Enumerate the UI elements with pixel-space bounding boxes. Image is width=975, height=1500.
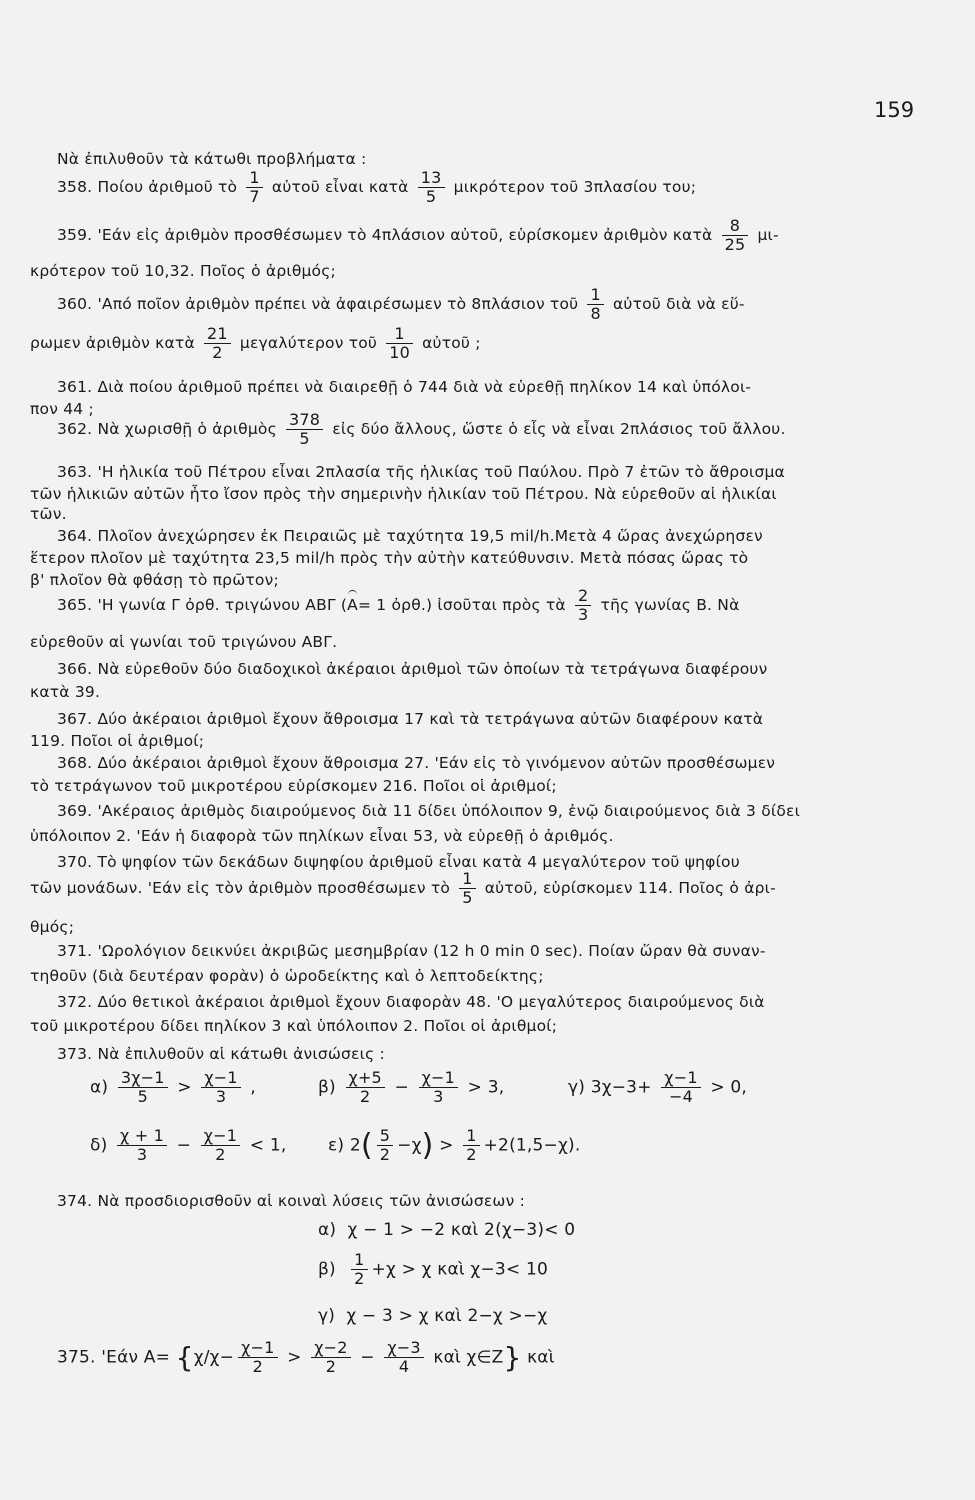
system-b bbox=[318, 1252, 548, 1287]
numerator: 1 bbox=[459, 871, 475, 889]
text-run: β) bbox=[318, 1077, 336, 1098]
problem-359 bbox=[57, 218, 779, 253]
problem-368: 368. Δύο ἀκέραιοι ἀριθμοὶ ἔχουν ἄθροισμα 27. 'Εάν εἰς τὸ γινόμενον αὐτῶν προσθέσωμεν bbox=[57, 754, 776, 772]
numerator: χ−1 bbox=[201, 1128, 240, 1146]
fraction bbox=[419, 1070, 458, 1105]
denominator: 2 bbox=[379, 1145, 391, 1164]
text-run: 360. 'Από ποῖον ἀριθμὸν πρέπει νὰ ἀφαιρέσωμεν τὸ 8πλάσιον τοῦ bbox=[57, 295, 579, 313]
system-a bbox=[318, 1220, 575, 1240]
text-run: 3χ−3+ bbox=[590, 1077, 652, 1098]
numerator: χ−3 bbox=[384, 1340, 423, 1358]
text-run: α) bbox=[90, 1077, 109, 1098]
denominator: 4 bbox=[398, 1357, 410, 1376]
denominator: 10 bbox=[389, 343, 410, 362]
text-run: μικρότερον τοῦ 3πλασίου του; bbox=[453, 178, 697, 196]
fraction bbox=[201, 1128, 240, 1163]
page-number: 159 bbox=[874, 98, 915, 122]
problem-361-line2: πον 44 ; bbox=[30, 400, 94, 418]
numerator: 8 bbox=[722, 218, 749, 236]
text-run: αὐτοῦ διὰ νὰ εὕ- bbox=[613, 295, 745, 313]
fraction bbox=[346, 1070, 385, 1105]
problem-367: 367. Δύο ἀκέραιοι ἀριθμοὶ ἔχουν ἄθροισμα 17 καὶ τὰ τετράγωνα αὐτῶν διαφέρουν κατὰ bbox=[57, 710, 764, 728]
numerator: χ−1 bbox=[661, 1070, 700, 1088]
fraction bbox=[286, 412, 323, 447]
text-run: τῶν μονάδων. 'Εάν εἰς τὸν ἀριθμὸν προσθέσωμεν τὸ bbox=[30, 879, 451, 897]
angle-arc: Α bbox=[347, 596, 358, 614]
problem-366: 366. Νὰ εὑρεθοῦν δύο διαδοχικοὶ ἀκέραιοι ἀριθμοὶ τῶν ὁποίων τὰ τετράγωνα διαφέρουν bbox=[57, 660, 768, 678]
problem-371-line2: τηθοῦν (διὰ δευτέραν φορὰν) ὁ ὡροδείκτης καὶ ὁ λεπτοδείκτης; bbox=[30, 967, 544, 985]
text-run: χ/χ− bbox=[193, 1347, 235, 1368]
problem-365 bbox=[57, 588, 740, 623]
problem-370-line3: θμός; bbox=[30, 918, 75, 936]
text-run: αὐτοῦ ; bbox=[422, 334, 481, 352]
fraction bbox=[459, 871, 475, 906]
text-run: μεγαλύτερον τοῦ bbox=[239, 334, 378, 352]
denominator: 2 bbox=[360, 1087, 371, 1106]
problem-373-title: 373. Νὰ ἐπιλυθοῦν αἱ κάτωθι ἀνισώσεις : bbox=[57, 1045, 385, 1063]
denominator: 3 bbox=[215, 1087, 227, 1106]
problem-367-line2: 119. Ποῖοι οἱ ἀριθμοί; bbox=[30, 732, 205, 750]
fraction bbox=[587, 287, 603, 322]
problem-372-line2: τοῦ μικροτέρου δίδει πηλίκον 3 καὶ ὑπόλοιπον 2. Ποῖοι οἱ ἀριθμοί; bbox=[30, 1017, 558, 1035]
fraction bbox=[418, 170, 445, 205]
problem-375 bbox=[57, 1340, 555, 1375]
text-run: = 1 ὀρθ.) ἰσοῦται πρὸς τὰ bbox=[357, 596, 566, 614]
problem-366-line2: κατὰ 39. bbox=[30, 683, 101, 701]
denominator: 5 bbox=[299, 429, 310, 448]
inequality-c bbox=[568, 1070, 747, 1105]
text-run: − bbox=[176, 1135, 192, 1156]
denominator: 3 bbox=[136, 1145, 148, 1164]
text-run: α) bbox=[318, 1220, 337, 1240]
numerator: 13 bbox=[418, 170, 445, 188]
text-run: τῆς γωνίας Β. Νὰ bbox=[600, 596, 740, 614]
numerator: 1 bbox=[463, 1128, 479, 1146]
denominator: 2 bbox=[212, 343, 223, 362]
numerator: χ−1 bbox=[238, 1340, 277, 1358]
fraction bbox=[201, 1070, 240, 1105]
denominator: 2 bbox=[252, 1357, 264, 1376]
text-run: ρωμεν ἀριθμὸν κατὰ bbox=[30, 334, 195, 352]
fraction bbox=[118, 1070, 168, 1105]
denominator: −4 bbox=[668, 1087, 693, 1106]
fraction bbox=[238, 1340, 277, 1375]
problem-358 bbox=[57, 170, 696, 205]
fraction bbox=[204, 326, 231, 361]
text-run: +χ > χ καὶ χ−3< 10 bbox=[371, 1259, 548, 1280]
text-run: { bbox=[175, 1341, 194, 1374]
text-run: − bbox=[360, 1347, 375, 1368]
numerator: χ−1 bbox=[201, 1070, 240, 1088]
text-run: +2(1,5−χ). bbox=[483, 1135, 581, 1156]
text-run: > 0, bbox=[710, 1077, 747, 1098]
numerator: 1 bbox=[587, 287, 603, 305]
fraction bbox=[377, 1128, 393, 1163]
text-run: ε) bbox=[328, 1135, 345, 1156]
text-run: ( bbox=[360, 1128, 373, 1163]
text-run: εἰς δύο ἄλλους, ὥστε ὁ εἷς νὰ εἶναι 2πλάσιος τοῦ ἄλλου. bbox=[332, 420, 786, 438]
text-run: −χ bbox=[397, 1135, 422, 1156]
fraction bbox=[575, 588, 591, 623]
denominator: 2 bbox=[215, 1145, 226, 1164]
fraction bbox=[661, 1070, 700, 1105]
problem-359-line2: κρότερον τοῦ 10,32. Ποῖος ὁ ἀριθμός; bbox=[30, 262, 336, 280]
problem-374-title: 374. Νὰ προσδιορισθοῦν αἱ κοιναὶ λύσεις τῶν ἀνισώσεων : bbox=[57, 1192, 526, 1210]
fraction bbox=[351, 1252, 367, 1287]
text-run: 375. 'Εάν Α= bbox=[57, 1347, 171, 1368]
denominator: 5 bbox=[425, 187, 437, 206]
inequality-a bbox=[90, 1070, 256, 1105]
problem-360-line2 bbox=[30, 326, 481, 361]
text-run: 362. Νὰ χωρισθῇ ὁ ἀριθμὸς bbox=[57, 420, 277, 438]
inequality-d bbox=[90, 1128, 286, 1163]
text-run: − bbox=[394, 1077, 409, 1098]
fraction bbox=[384, 1340, 423, 1375]
problem-369-line2: ὑπόλοιπον 2. 'Εάν ἡ διαφορὰ τῶν πηλίκων εἶναι 53, νὰ εὑρεθῇ ὁ ἀριθμός. bbox=[30, 827, 614, 845]
problem-370: 370. Τὸ ψηφίον τῶν δεκάδων διψηφίου ἀριθμοῦ εἶναι κατὰ 4 μεγαλύτερον τοῦ ψηφίου bbox=[57, 853, 740, 871]
text-run: 2 bbox=[349, 1135, 361, 1156]
numerator: 1 bbox=[351, 1252, 367, 1270]
problem-361: 361. Διὰ ποίου ἀριθμοῦ πρέπει νὰ διαιρεθῇ ὁ 744 διὰ νὰ εὑρεθῇ πηλίκον 14 καὶ ὑπόλοι- bbox=[57, 378, 752, 396]
problem-364: 364. Πλοῖον ἀνεχώρησεν ἐκ Πειραιῶς μὲ ταχύτητα 19,5 mil/h.Μετὰ 4 ὥρας ἀνεχώρησεν bbox=[57, 527, 763, 545]
denominator: 25 bbox=[724, 235, 746, 254]
text-run: γ) bbox=[318, 1306, 336, 1326]
numerator: 1 bbox=[246, 170, 262, 188]
text-run: γ) bbox=[568, 1077, 586, 1098]
text-run: ) bbox=[421, 1128, 434, 1163]
numerator: 3χ−1 bbox=[118, 1070, 168, 1088]
text-run: χ − 1 > −2 καὶ 2(χ−3)< 0 bbox=[347, 1220, 576, 1240]
text-run: β) bbox=[318, 1259, 336, 1280]
fraction bbox=[386, 326, 413, 361]
numerator: 378 bbox=[286, 412, 323, 430]
numerator: 21 bbox=[204, 326, 231, 344]
problem-364-line2: ἕτερον πλοῖον μὲ ταχύτητα 23,5 mil/h πρὸς τὴν αὐτὴν κατεύθυνσιν. Μετὰ πόσας ὥρας τὸ bbox=[30, 549, 749, 567]
text-run: χ − 3 > χ καὶ 2−χ >−χ bbox=[346, 1306, 548, 1326]
numerator: χ−1 bbox=[419, 1070, 458, 1088]
text-run: > bbox=[439, 1135, 454, 1156]
text-run: > 3, bbox=[467, 1077, 505, 1098]
text-run: , bbox=[250, 1077, 256, 1098]
problem-370-line2 bbox=[30, 871, 776, 906]
problem-363-line3: τῶν. bbox=[30, 505, 67, 523]
text-run: 365. 'Η γωνία Γ ὀρθ. τριγώνου ΑΒΓ ( bbox=[57, 596, 348, 614]
inequality-e bbox=[328, 1128, 580, 1163]
text-run: > bbox=[177, 1077, 192, 1098]
problem-368-line2: τὸ τετράγωνον τοῦ μικροτέρου εὑρίσκομεν 216. Ποῖοι οἱ ἀριθμοί; bbox=[30, 777, 557, 795]
problem-369: 369. 'Ακέραιος ἀριθμὸς διαιρούμενος διὰ 11 δίδει ὑπόλοιπον 9, ἐνῷ διαιρούμενος διὰ 3 δίδει bbox=[57, 802, 801, 820]
problem-372: 372. Δύο θετικοὶ ἀκέραιοι ἀριθμοὶ ἔχουν διαφορὰν 48. 'Ο μεγαλύτερος διαιρούμενος διὰ bbox=[57, 993, 765, 1011]
denominator: 7 bbox=[249, 187, 260, 206]
fraction bbox=[311, 1340, 350, 1375]
numerator: 1 bbox=[386, 326, 413, 344]
fraction bbox=[722, 218, 749, 253]
text-run: καὶ bbox=[527, 1347, 555, 1368]
numerator: χ+5 bbox=[346, 1070, 385, 1088]
problem-360 bbox=[57, 287, 745, 322]
denominator: 5 bbox=[137, 1087, 148, 1106]
text-run: αὐτοῦ, εὑρίσκομεν 114. Ποῖος ὁ ἀρι- bbox=[484, 879, 776, 897]
denominator: 3 bbox=[578, 605, 589, 624]
fraction bbox=[463, 1128, 479, 1163]
intro-text: Νὰ ἐπιλυθοῦν τὰ κάτωθι προβλήματα : bbox=[57, 150, 367, 168]
denominator: 2 bbox=[354, 1269, 365, 1288]
problem-371: 371. 'Ωρολόγιον δεικνύει ἀκριβῶς μεσημβρίαν (12 h 0 min 0 sec). Ποίαν ὥραν θὰ συναν- bbox=[57, 942, 766, 960]
numerator: χ−2 bbox=[311, 1340, 350, 1358]
numerator: 2 bbox=[575, 588, 591, 606]
problem-363: 363. 'Η ἡλικία τοῦ Πέτρου εἶναι 2πλασία τῆς ἡλικίας τοῦ Παύλου. Πρὸ 7 ἐτῶν τὸ ἄθροισμα bbox=[57, 463, 785, 481]
system-c bbox=[318, 1306, 547, 1326]
problem-363-line2: τῶν ἡλικιῶν αὐτῶν ἦτο ἴσον πρὸς τὴν σημερινὴν ἡλικίαν τοῦ Πέτρου. Νὰ εὑρεθοῦν αἱ ἡλικίαι bbox=[30, 485, 777, 503]
fraction bbox=[117, 1128, 167, 1163]
denominator: 3 bbox=[433, 1087, 444, 1106]
inequality-b bbox=[318, 1070, 504, 1105]
text-run: μι- bbox=[757, 226, 779, 244]
problem-362 bbox=[57, 412, 786, 447]
text-run: 358. Ποίου ἀριθμοῦ τὸ bbox=[57, 178, 238, 196]
numerator: χ + 1 bbox=[117, 1128, 167, 1146]
denominator: 5 bbox=[462, 888, 473, 907]
numerator: 5 bbox=[377, 1128, 393, 1146]
text-run: αὐτοῦ εἶναι κατὰ bbox=[271, 178, 409, 196]
fraction bbox=[246, 170, 262, 205]
denominator: 2 bbox=[325, 1357, 337, 1376]
problem-365-line2: εὑρεθοῦν αἱ γωνίαι τοῦ τριγώνου ΑΒΓ. bbox=[30, 633, 338, 651]
denominator: 2 bbox=[466, 1145, 477, 1164]
problem-364-line3: β' πλοῖον θὰ φθάσῃ τὸ πρῶτον; bbox=[30, 571, 279, 589]
text-run: καὶ χ∈Ζ bbox=[433, 1347, 504, 1368]
text-run: > bbox=[287, 1347, 302, 1368]
denominator: 8 bbox=[590, 304, 601, 323]
text-run: } bbox=[503, 1341, 522, 1374]
text-run: 359. 'Εάν εἰς ἀριθμὸν προσθέσωμεν τὸ 4πλάσιον αὐτοῦ, εὑρίσκομεν ἀριθμὸν κατὰ bbox=[57, 226, 713, 244]
text-run: δ) bbox=[90, 1135, 108, 1156]
text-run: < 1, bbox=[249, 1135, 287, 1156]
